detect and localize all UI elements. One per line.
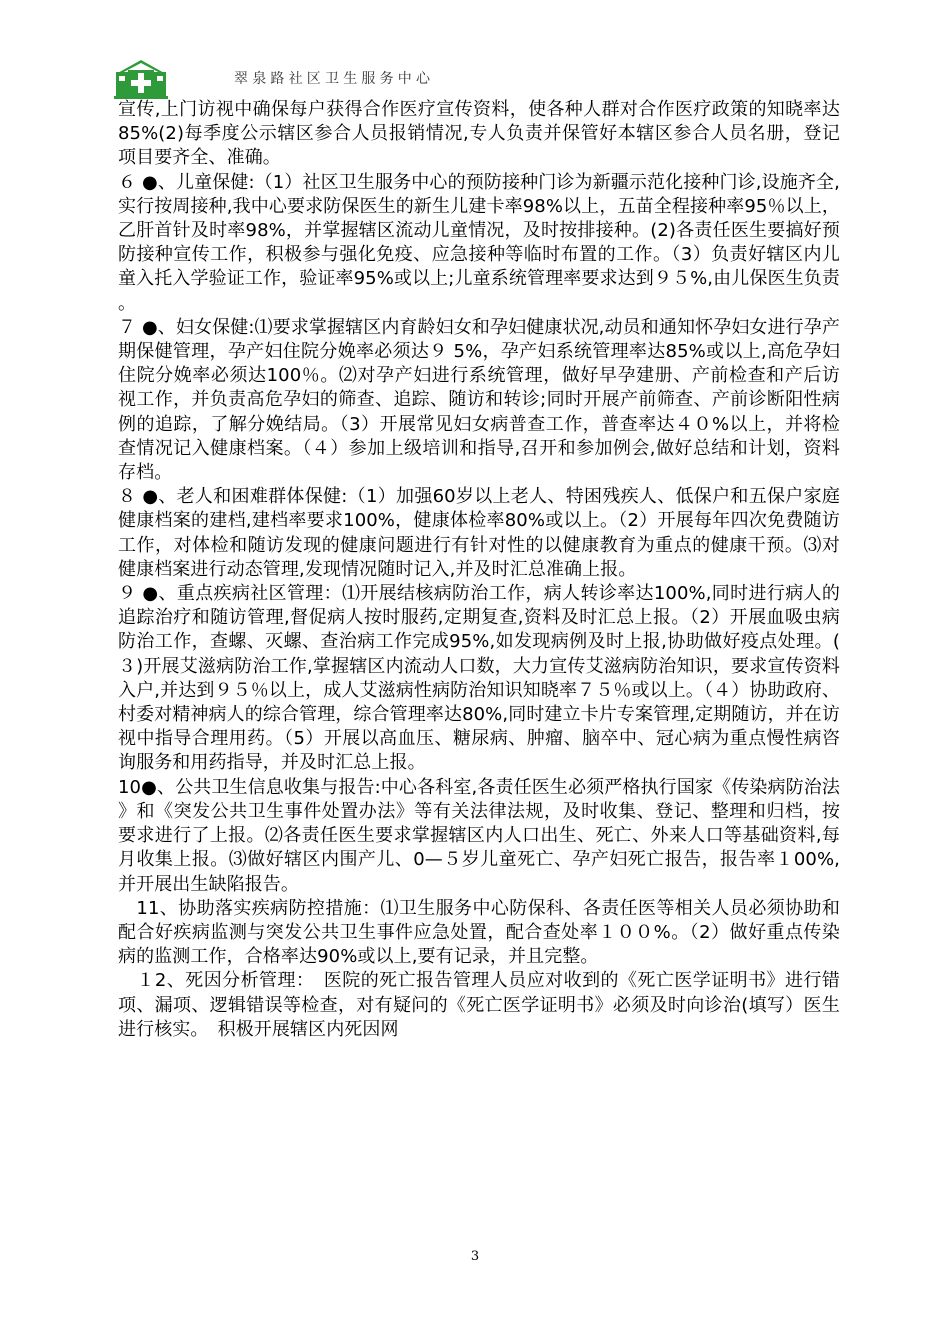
cross-house-logo-icon	[112, 58, 170, 100]
paragraph-elderly-health: ８ ●、老人和困难群体保健:（1）加强60岁以上老人、特困残疾人、低保户和五保户家庭健康档案的建档,建档率要求100%，健康体检率80%或以上。（2）开展每年四次免费随访工作，对体检和随访发现的健康问题进行有针对性的以健康教育为重点的健康干预。⑶对健康档案进行动态管理,发现情况随时记入,并及时汇总准确上报。	[118, 486, 840, 580]
paragraph-women-health: ７ ●、妇女保健:⑴要求掌握辖区内育龄妇女和孕妇健康状况,动员和通知怀孕妇女进行孕产期保健管理，孕产妇住院分娩率必须达９ 5%，孕产妇系统管理率达85%或以上,高危孕妇住院分娩率必须达100％。⑵对孕产妇进行系统管理，做好早孕建册、产前检查和产后访视工作，并负责高危孕妇的筛查、追踪、随访和转诊;同时开展产前筛查、产前诊断阳性病例的追踪，了解分娩结局。（3）开展常见妇女病普查工作，普查率达４０%以上，并将检查情况记入健康档案。（４）参加上级培训和指导,召开和参加例会,做好总结和计划，资料存档。	[118, 316, 840, 484]
paragraph-info-reporting: 10●、公共卫生信息收集与报告:中心各科室,各责任医生必须严格执行国家《传染病防治法》和《突发公共卫生事件处置办法》等有关法律法规，及时收集、登记、整理和归档，按要求进行了上报。⑵各责任医生要求掌握辖区内人口出生、死亡、外来人口等基础资料,每月收集上报。⑶做好辖区内围产儿、0—５岁儿童死亡、孕产妇死亡报告，报告率１00%,并开展出生缺陷报告。	[118, 776, 840, 895]
paragraph-death-analysis: １2、死因分析管理： 医院的死亡报告管理人员应对收到的《死亡医学证明书》进行错项、漏项、逻辑错误等检查，对有疑问的《死亡医学证明书》必须及时向诊治(填写）医生进行核实。 积极开展辖区内死因网	[118, 970, 840, 1040]
page-header	[112, 58, 852, 100]
paragraph-publicity: 宣传,上门访视中确保每户获得合作医疗宣传资料，使各种人群对合作医疗政策的知晓率达85%(2)每季度公示辖区参合人员报销情况,专人负责并保管好本辖区参合人员名册，登记项目要齐全、准确。	[118, 99, 840, 169]
paragraph-child-health: ６ ●、儿童保健:（1）社区卫生服务中心的预防接种门诊为新疆示范化接种门诊,设施齐全,实行按周接种,我中心要求防保医生的新生儿建卡率98%以上，五苗全程接种率95％以上，乙肝首针及时率98%，并掌握辖区流动儿童情况，及时按排接种。(2)各责任医生要搞好预防接种宣传工作，积极参与强化免疫、应急接种等临时布置的工作。（3）负责好辖区内儿童入托入学验证工作，验证率95%或以上;儿童系统管理率要求达到９５%,由儿保医生负责。	[118, 171, 840, 314]
document-body	[118, 98, 840, 1042]
page-number: 3	[470, 1249, 480, 1264]
organization-name: 翠泉路社区卫生服务中心	[234, 71, 435, 87]
paragraph-disease-control: 11、协助落实疾病防控措施：⑴卫生服务中心防保科、各责任医等相关人员必须协助和配合好疾病监测与突发公共卫生事件应急处置，配合查处率１００%。（2）做好重点传染病的监测工作，合格率达90%或以上,要有记录，并且完整。	[118, 897, 840, 968]
paragraph-disease-management: ９ ●、重点疾病社区管理：⑴开展结核病防治工作，病人转诊率达100%,同时进行病人的追踪治疗和随访管理,督促病人按时服药,定期复查,资料及时汇总上报。（2）开展血吸虫病防治工作，查螺、灭螺、查治病工作完成95%,如发现病例及时上报,协助做好疫点处理。(３)开展艾滋病防治工作,掌握辖区内流动人口数，大力宣传艾滋病防治知识，要求宣传资料入户,并达到９５％以上，成人艾滋病性病防治知识知晓率７５％或以上。（４）协助政府、村委对精神病人的综合管理，综合管理率达80%,同时建立卡片专案管理,定期随访，并在访视中指导合理用药。（5）开展以高血压、糖尿病、肿瘤、脑卒中、冠心病为重点慢性病咨询服务和用药指导，并及时汇总上报。	[118, 583, 840, 774]
